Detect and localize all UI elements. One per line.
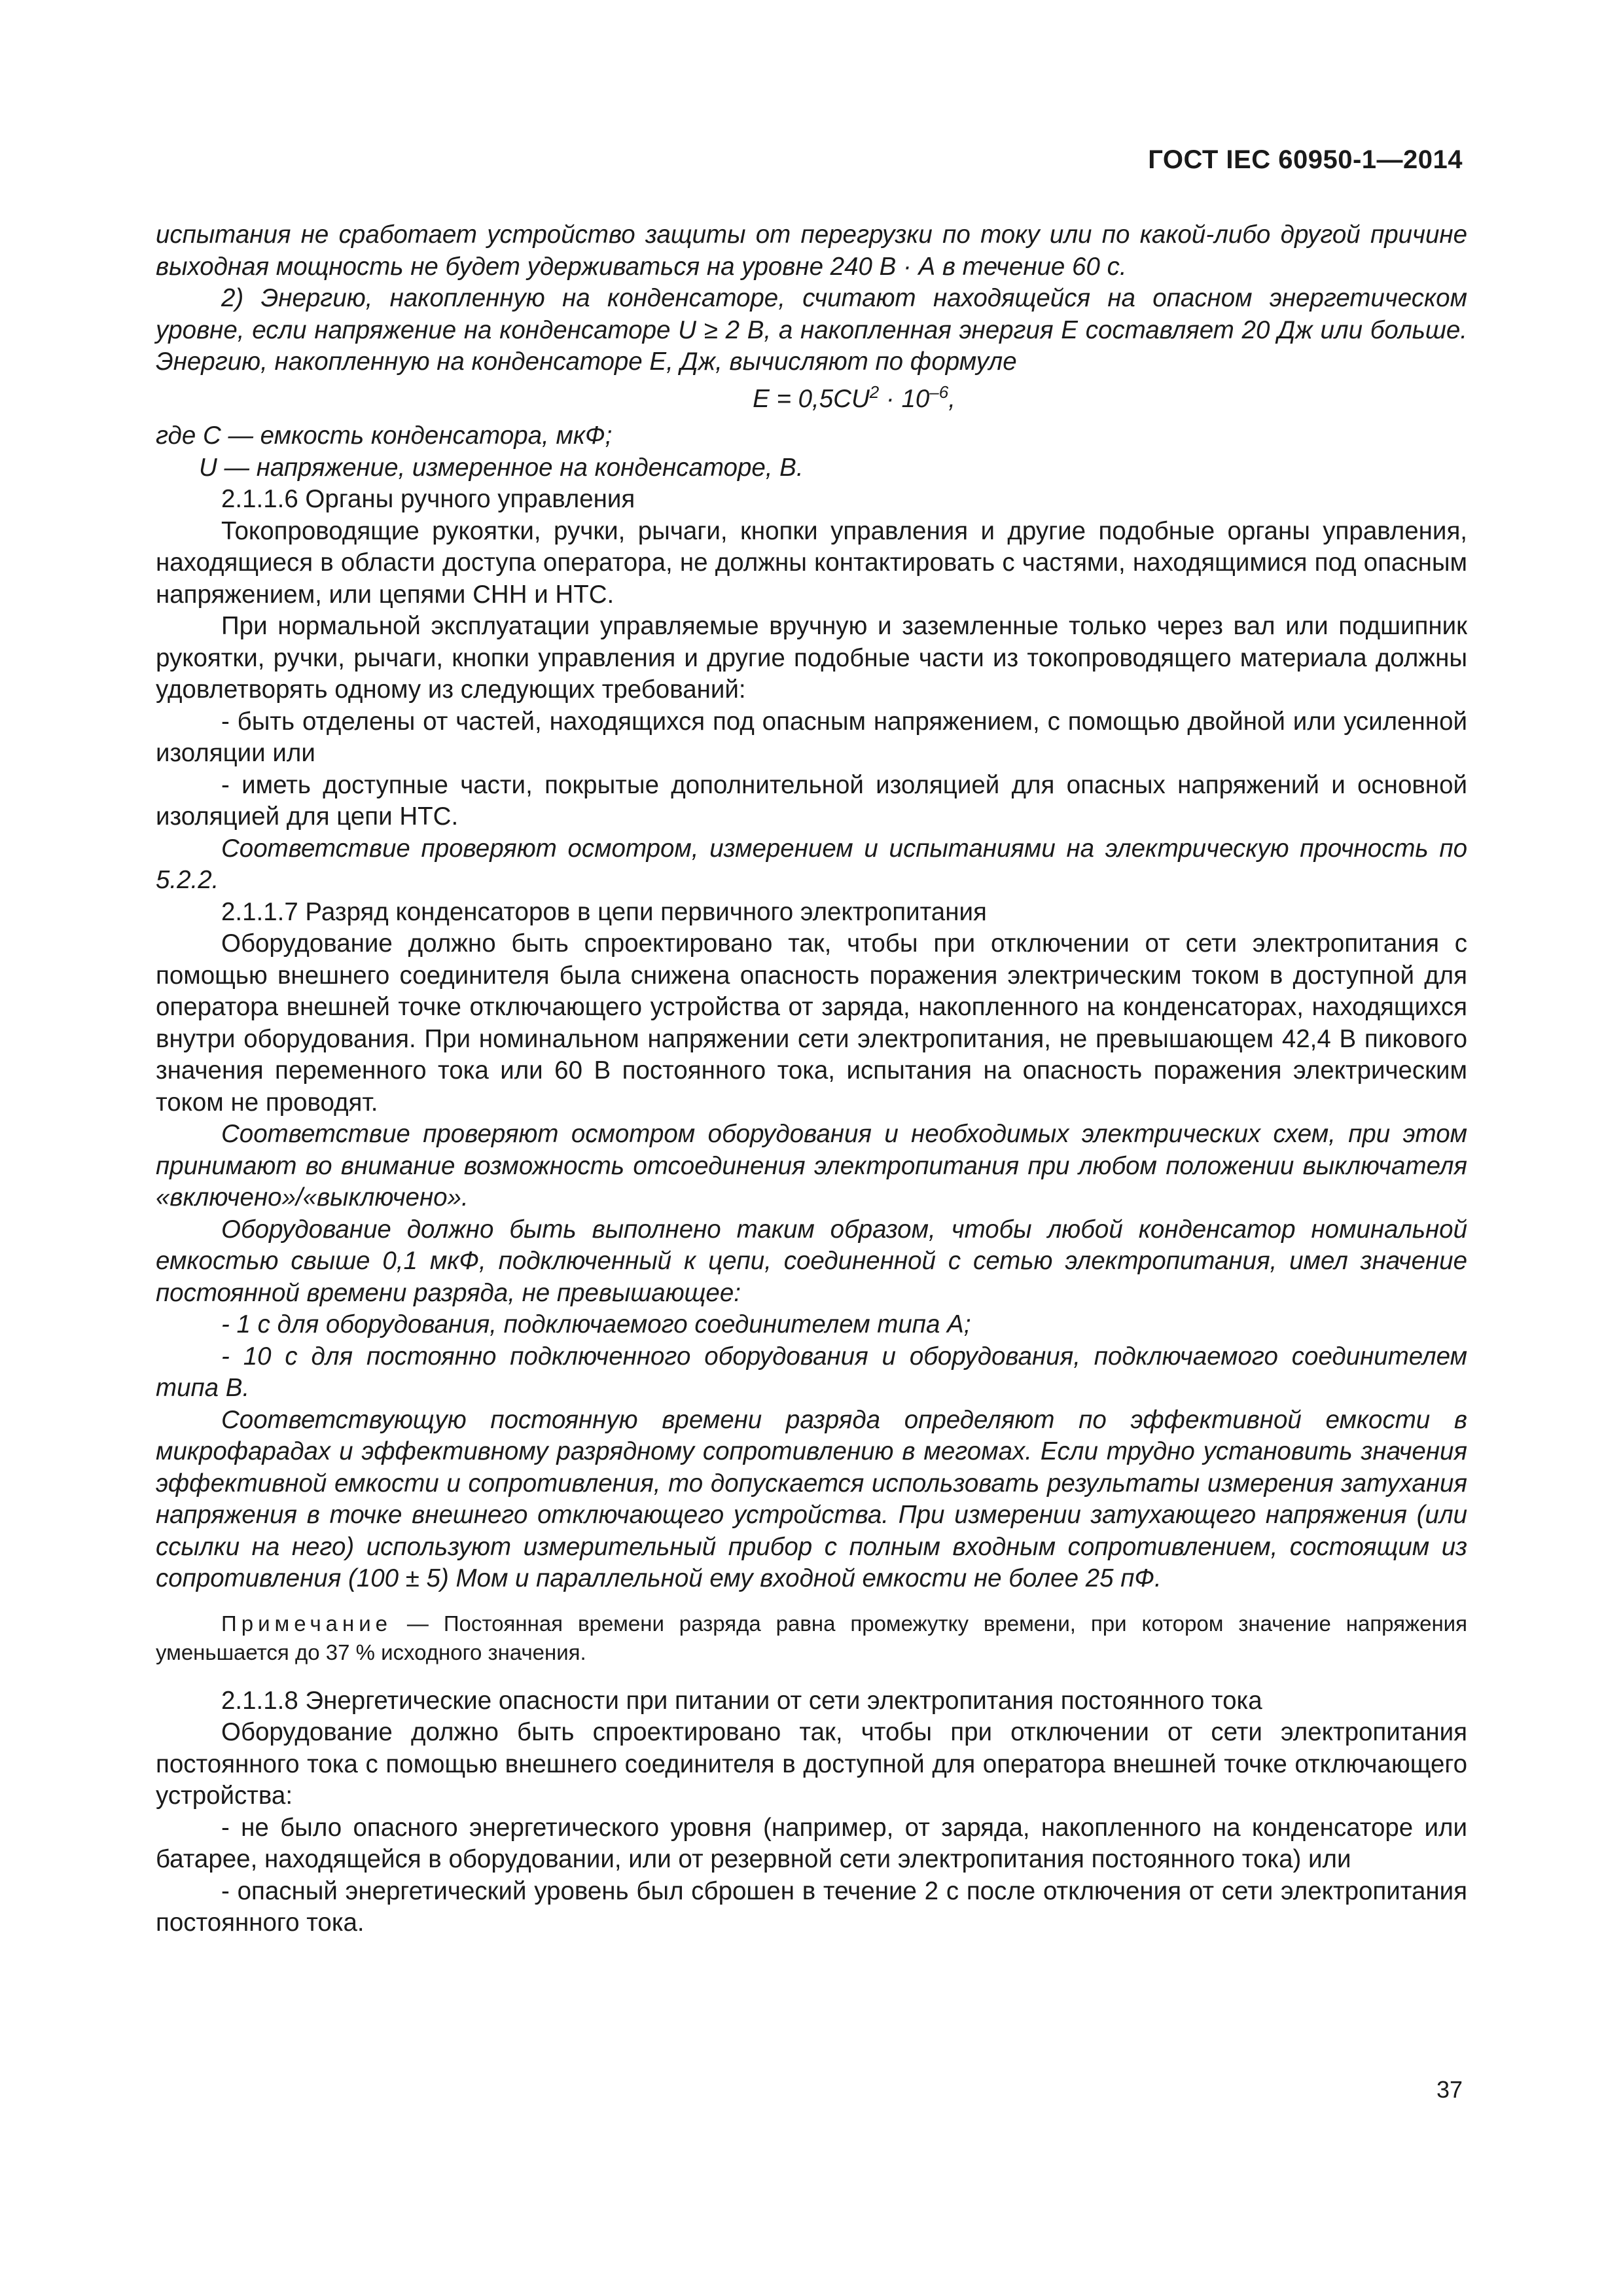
- compliance-check: Соответствие проверяют осмотром оборудования и необходимых электрических схем, при этом принимают во внимание возможность отсоединения электропитания при любом положении выключателя «включено»/«выключено».: [156, 1120, 1467, 1211]
- paragraph: Оборудование должно быть выполнено таким образом, чтобы любой конденсатор номинальной емкостью свыше 0,1 мкФ, подключенный к цепи, соединенной с сетью электропитания, имел значение постоянной времени разряда, не превышающее:: [156, 1215, 1467, 1307]
- note-text: — Постоянная времени разряда равна промежутку времени, при котором значение напряжения уменьшается до 37 % исходного значения.: [156, 1611, 1467, 1664]
- paragraph: 2) Энергию, накопленную на конденсаторе, считают находящейся на опасном энергетическом уровне, если напряжение на конденсаторе U ≥ 2 В, а накопленная энергия E составляет 20 Дж или больше. Энергию, накопленную на конденсаторе E, Дж, вычисляют по формуле: [156, 284, 1467, 376]
- list-item: - опасный энергетический уровень был сброшен в течение 2 с после отключения от сети электропитания постоянного тока.: [156, 1876, 1467, 1937]
- list-item: - 10 с для постоянно подключенного оборудования и оборудования, подключаемого соединителем типа В.: [156, 1342, 1467, 1402]
- paragraph: Оборудование должно быть спроектировано так, чтобы при отключении от сети электропитания с помощью внешнего соединителя была снижена опасность поражения электрическим током в доступной для оператора внешней точке отключающего устройства от заряда, накопленного на конденсаторах, находящихся внутри оборудования. При номинальном напряжении сети электропитания, не превышающем 42,4 В пикового значения переменного тока или 60 В постоянного тока, испытания на опасность поражения электрическим током не проводят.: [156, 929, 1467, 1117]
- section-title-2-1-1-7: 2.1.1.7 Разряд конденсаторов в цепи первичного электропитания: [221, 897, 987, 926]
- note-label: Примечание: [221, 1611, 393, 1636]
- list-item: - быть отделены от частей, находящихся под опасным напряжением, с помощью двойной или усиленной изоляции или: [156, 707, 1467, 767]
- standard-code-header: ГОСТ IEC 60950-1—2014: [1148, 145, 1463, 174]
- section-title-2-1-1-8: 2.1.1.8 Энергетические опасности при питании от сети электропитания постоянного тока: [221, 1686, 1262, 1715]
- paragraph: При нормальной эксплуатации управляемые вручную и заземленные только через вал или подшипник рукоятки, ручки, рычаги, кнопки управления и другие подобные части из токопроводящего материала должны удовлетворять одному из следующих требований:: [156, 612, 1467, 704]
- formula-where-line: где C — емкость конденсатора, мкФ;: [156, 422, 613, 450]
- list-item: - 1 с для оборудования, подключаемого соединителем типа А;: [221, 1310, 971, 1338]
- paragraph: Токопроводящие рукоятки, ручки, рычаги, кнопки управления и другие подобные органы управления, находящиеся в области доступа оператора, не должны контактировать с частями, находящимися под опасным напряжением, или цепями СНН и НТС.: [156, 516, 1467, 609]
- paragraph: Оборудование должно быть спроектировано так, чтобы при отключении от сети электропитания постоянного тока с помощью внешнего соединителя в доступной для оператора внешней точке отключающего устройства:: [156, 1718, 1467, 1810]
- paragraph: Соответствующую постоянную времени разряда определяют по эффективной емкости в микрофарадах и эффективному разрядному сопротивлению в мегомах. Если трудно установить значения эффективной емкости и сопротивления, то допускается использовать результаты измерения затухания напряжения в точке внешнего отключающего устройства. При измерении затухающего напряжения (или ссылки на него) используют измерительный прибор с полным входным сопротивлением, состоящим из сопротивления (100 ± 5) Мом и параллельной ему входной емкости не более 25 пФ.: [156, 1405, 1467, 1592]
- energy-formula: $E = 0,5CU^2 \cdot 10^{-6}$,: [753, 382, 955, 413]
- paragraph: испытания не сработает устройство защиты от перегрузки по току или по какой-либо другой причине выходная мощность не будет удерживаться на уровне 240 В · А в течение 60 с.: [156, 221, 1467, 281]
- list-item: - иметь доступные части, покрытые дополнительной изоляцией для опасных напряжений и основной изоляцией для цепи НТС.: [156, 770, 1467, 831]
- list-item: - не было опасного энергетического уровня (например, от заряда, накопленного на конденсаторе или батарее, находящейся в оборудовании, или от резервной сети электропитания постоянного тока) или: [156, 1813, 1467, 1873]
- formula-where-line: U — напряжение, измеренное на конденсаторе, В.: [199, 453, 804, 482]
- document-body: [156, 219, 1467, 1939]
- compliance-check: Соответствие проверяют осмотром, измерением и испытаниями на электрическую прочность по 5.2.2.: [156, 834, 1467, 894]
- section-title-2-1-1-6: 2.1.1.6 Органы ручного управления: [221, 485, 635, 513]
- page-number: 37: [1436, 2076, 1463, 2103]
- note: [156, 1609, 1467, 1667]
